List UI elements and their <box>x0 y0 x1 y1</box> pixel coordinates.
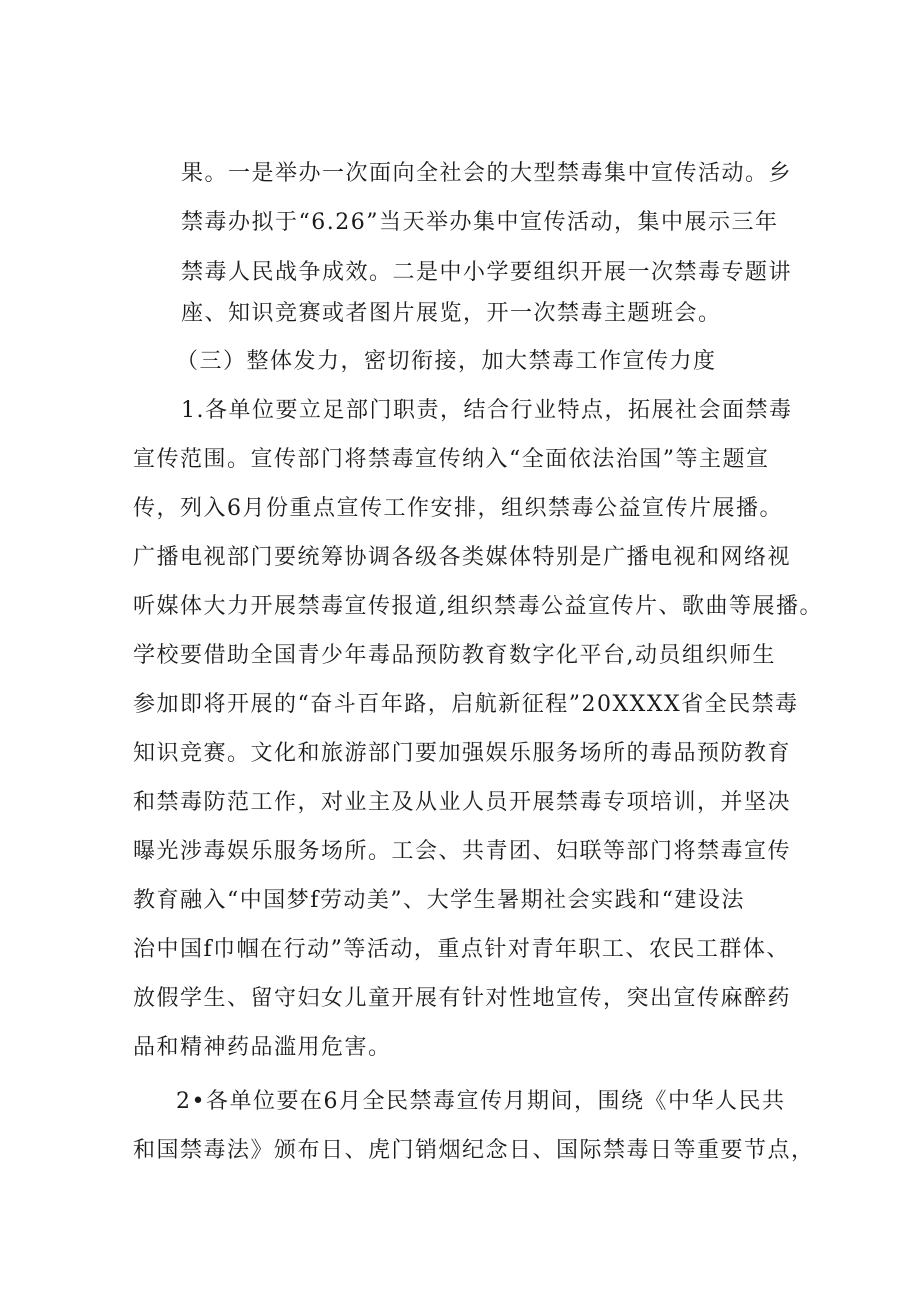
text-line-11: 学校要借助全国青少年毒品预防教育数字化平台,动员组织师生 <box>133 643 776 668</box>
text-line-9: 广播电视部门要统筹协调各级各类媒体特别是广播电视和网络视 <box>133 545 792 570</box>
text-line-15: 曝光涉毒娱乐服务场所。工会、共青团、妇联等部门将禁毒宣传 <box>133 839 792 864</box>
text-line-18: 放假学生、留守妇女儿童开展有针对性地宣传，突出宣传麻醉药 <box>133 986 792 1011</box>
text-line-1: 果。一是举办一次面向全社会的大型禁毒集中宣传活动。乡 <box>181 161 793 186</box>
text-line-20: 2•各单位要在6月全民禁毒宣传月期间，围绕《中华人民共 <box>176 1089 786 1114</box>
text-line-14: 和禁毒防范工作，对业主及从业人员开展禁毒专项培训，并坚决 <box>133 790 792 815</box>
text-line-16: 教育融入“中国梦f劳动美”、大学生暑期社会实践和“建设法 <box>133 888 745 913</box>
text-line-8: 传，列入6月份重点宣传工作安排，组织禁毒公益宣传片展播。 <box>133 496 783 521</box>
text-line-12: 参加即将开展的“奋斗百年路，启航新征程”20XXXX省全民禁毒 <box>133 692 799 717</box>
text-line-13: 知识竞赛。文化和旅游部门要加强娱乐服务场所的毒品预防教育 <box>133 741 792 766</box>
text-line-7: 宣传范围。宣传部门将禁毒宣传纳入“全面依法治国”等主题宣 <box>133 447 770 472</box>
text-line-21: 和国禁毒法》颁布日、虎门销烟纪念日、国际禁毒日等重要节点， <box>133 1138 815 1163</box>
text-line-17: 治中国f巾帼在行动”等活动，重点针对青年职工、农民工群体、 <box>133 937 790 962</box>
text-line-19: 品和精神药品滥用危害。 <box>133 1035 392 1060</box>
text-line-2: 禁毒办拟于“6.26”当天举办集中宣传活动，集中展示三年 <box>181 210 779 235</box>
text-line-4: 座、知识竞赛或者图片展览，开一次禁毒主题班会。 <box>181 301 722 326</box>
text-line-6: 1.各单位要立足部门职责，结合行业特点，拓展社会面禁毒 <box>181 398 793 423</box>
text-line-3: 禁毒人民战争成效。二是中小学要组织开展一次禁毒专题讲 <box>181 260 793 285</box>
text-line-10: 听媒体大力开展禁毒宣传报道,组织禁毒公益宣传片、歌曲等展播。 <box>133 594 823 619</box>
section-heading: （三）整体发力，密切衔接，加大禁毒工作宣传力度 <box>176 349 717 374</box>
